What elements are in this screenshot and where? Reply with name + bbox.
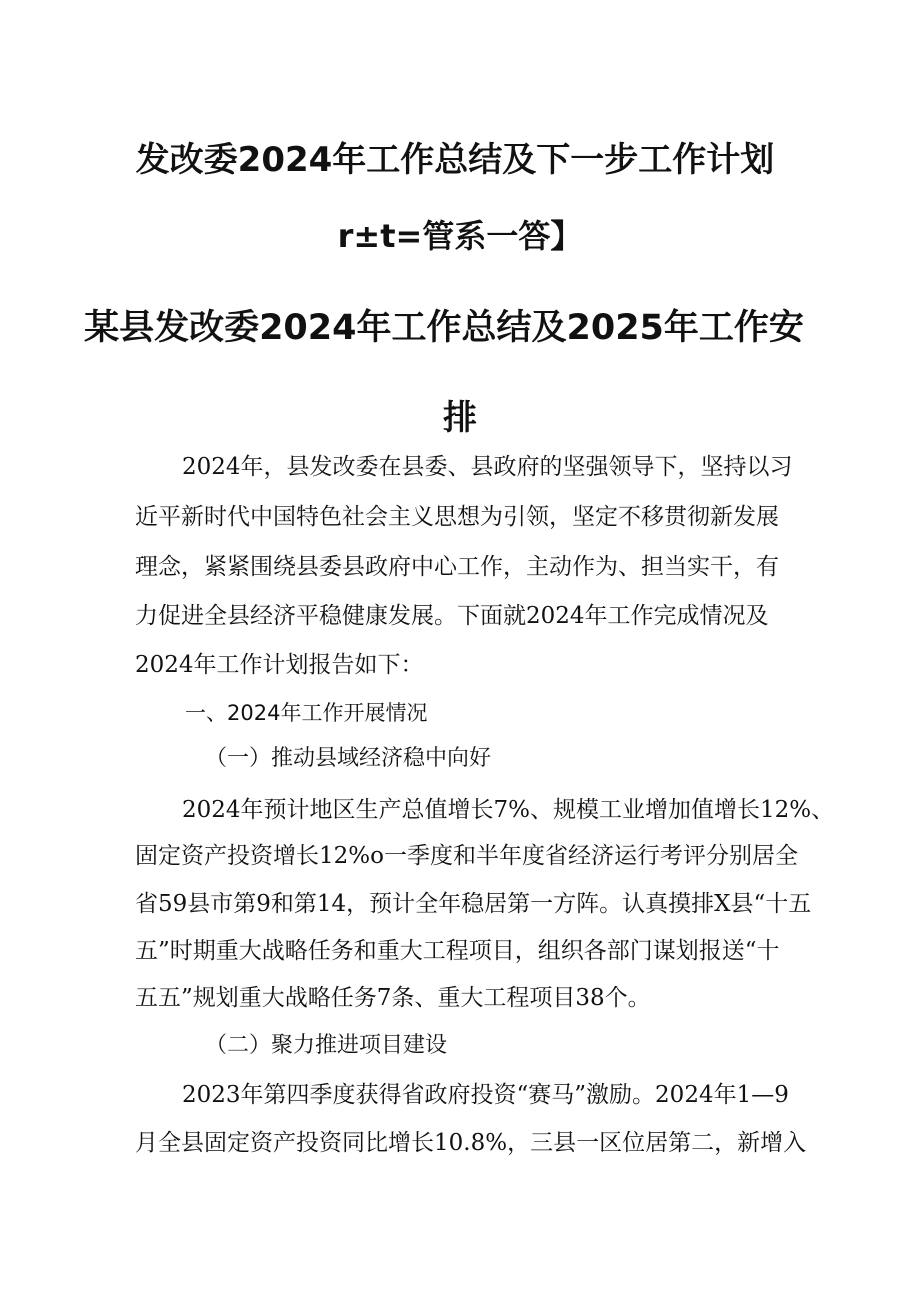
intro-line: 力促进全县经济平稳健康发展。下面就2024年工作完成情况及 [135,603,769,629]
intro-line: 2024年，县发改委在县委、县政府的坚强领导下，坚持以习 [182,454,793,480]
report-heading: 某县发改委2024年工作总结及2025年工作安 [84,308,804,348]
document-title: 发改委2024年工作总结及下一步工作计划 [135,140,775,180]
intro-line: 2024年工作计划报告如下： [135,652,424,678]
subsection-heading: （一）推动县域经济稳中向好 [205,746,492,771]
paragraph-line: 月全县固定资产投资同比增长10.8%，三县一区位居第二，新增入 [135,1130,807,1156]
paragraph-line: 省59县市第9和第14，预计全年稳居第一方阵。认真摸排X县“十五 [135,891,812,917]
paragraph-line: 固定资产投资增长12%o一季度和半年度省经济运行考评分别居全 [135,843,798,869]
paragraph-line: 五五”规划重大战略任务7条、重大工程项目38个。 [135,985,651,1011]
report-heading-continued: 排 [443,398,477,438]
paragraph-line: 五”时期重大战略任务和重大工程项目，组织各部门谋划报送“十 [135,938,780,964]
document-subtitle: r±t=管系一答】 [337,217,583,255]
intro-line: 理念，紧紧围绕县委县政府中心工作，主动作为、担当实干，有 [135,554,779,580]
subsection-heading: （二）聚力推进项目建设 [205,1033,448,1058]
paragraph-line: 2023年第四季度获得省政府投资“赛马”激励。2024年1—9 [182,1082,789,1108]
paragraph-line: 2024年预计地区生产总值增长7%、规模工业增加值增长12%、 [182,797,835,823]
intro-line: 近平新时代中国特色社会主义思想为引领，坚定不移贯彻新发展 [135,504,779,530]
section-heading: 一、2024年工作开展情况 [185,701,428,725]
